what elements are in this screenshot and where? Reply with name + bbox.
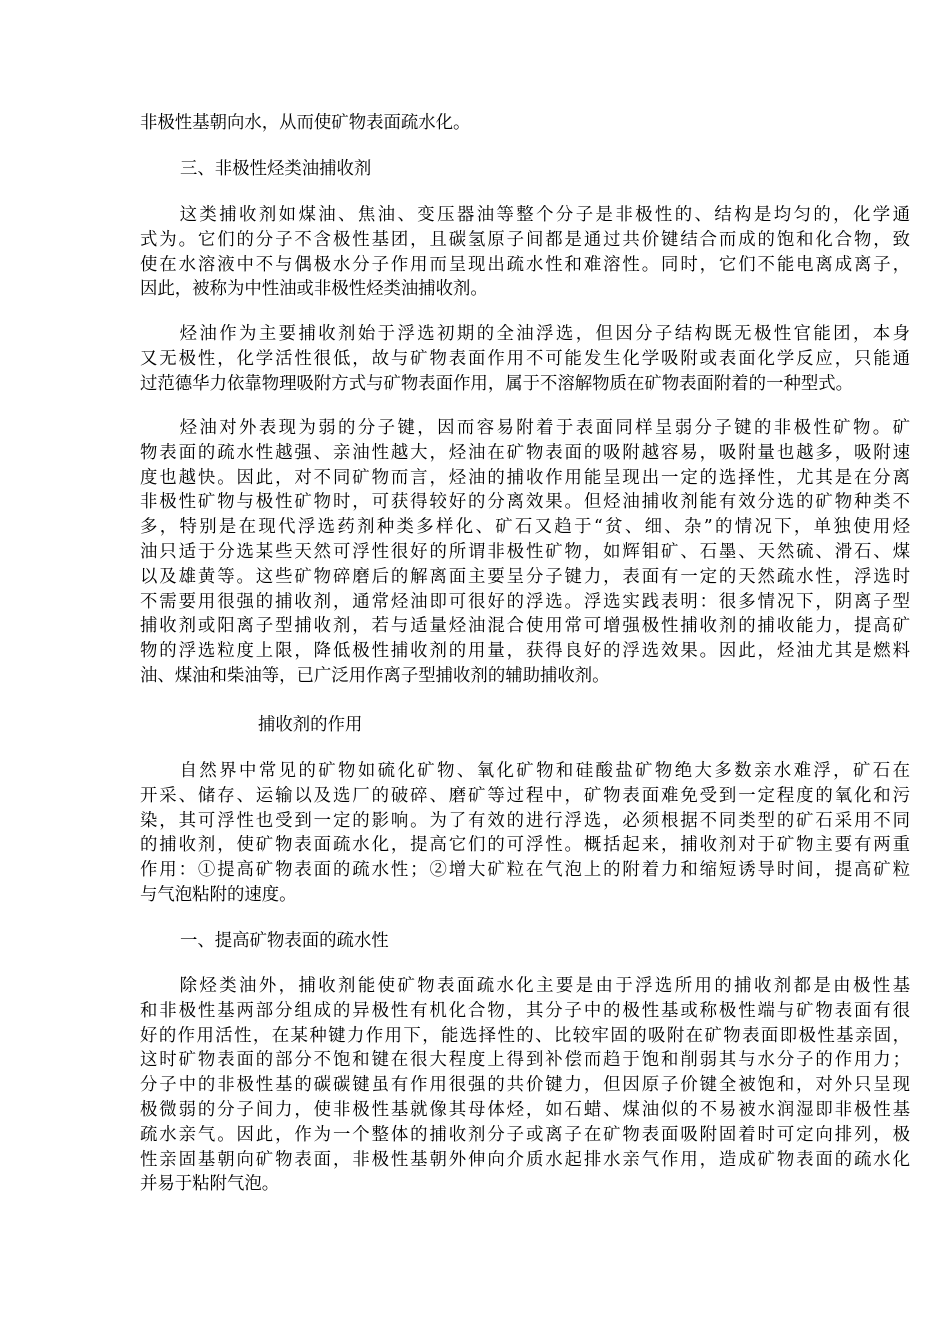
paragraph-line: 又无极性，化学活性很低，故与矿物表面作用不可能发生化学吸附或表面化学反应，只能通	[140, 348, 910, 369]
paragraph-line: 好的作用活性，在某种键力作用下，能选择性的、比较牢固的吸附在矿物表面即极性基亲固，	[140, 1025, 910, 1046]
paragraph-line: 这时矿物表面的部分不饱和键在很大程度上得到补偿而趋于饱和削弱其与水分子的作用力；	[140, 1050, 910, 1071]
paragraph-line: 作用：①提高矿物表面的疏水性；②增大矿粒在气泡上的附着力和缩短诱导时间，提高矿粒	[140, 860, 910, 881]
paragraph-line: 式为。它们的分子不含极性基团，且碳氢原子间都是通过共价键结合而成的饱和化合物，致	[140, 229, 910, 250]
paragraph-line: 度也越快。因此，对不同矿物而言，烃油的捕收作用能呈现出一定的选择性，尤其是在分离	[140, 467, 910, 488]
paragraph-line: 分子中的非极性基的碳碳键虽有作用很强的共价键力，但因原子价键全被饱和，对外只呈现	[140, 1075, 910, 1096]
paragraph-line: 过范德华力依靠物理吸附方式与矿物表面作用，属于不溶解物质在矿物表面附着的一种型式。	[140, 373, 854, 394]
paragraph-line: 物表面的疏水性越强、亲油性越大，烃油在矿物表面的吸附越容易，吸附量也越多，吸附速	[140, 442, 910, 463]
paragraph-line: 并易于粘附气泡。	[140, 1174, 280, 1195]
continuation-paragraph	[140, 111, 910, 136]
paragraph-line: 与气泡粘附的速度。	[140, 884, 297, 905]
paragraph-line: 烃油作为主要捕收剂始于浮选初期的全油浮选，但因分子结构既无极性官能团，本身	[140, 324, 910, 344]
paragraph-line: 多，特别是在现代浮选药剂种类多样化、矿石又趋于“贫、细、杂”的情况下，单独使用烃	[140, 517, 910, 538]
paragraph-line: 疏水亲气。因此，作为一个整体的捕收剂分子或离子在矿物表面吸附固着时可定向排列，极	[140, 1124, 910, 1145]
paragraph-1	[140, 203, 910, 302]
section-heading-role: 捕收剂的作用	[258, 715, 363, 735]
paragraph-line: 染，其可浮性也受到一定的影响。为了有效的进行浮选，必须根据不同类型的矿石采用不同	[140, 810, 910, 831]
paragraph-line: 和非极性基两部分组成的异极性有机化合物，其分子中的极性基或称极性端与矿物表面有很	[140, 1000, 910, 1021]
paragraph-line: 因此，被称为中性油或非极性烃类油捕收剂。	[140, 279, 488, 300]
paragraph-line: 非极性矿物与极性矿物时，可获得较好的分离效果。但烃油捕收剂能有效分选的矿物种类不	[140, 492, 910, 513]
paragraph-line: 油、煤油和柴油等，已广泛用作离子型捕收剂的辅助捕收剂。	[140, 665, 610, 686]
paragraph-line: 性亲固基朝向矿物表面，非极性基朝外伸向介质水起排水亲气作用，造成矿物表面的疏水化	[140, 1149, 910, 1170]
paragraph-line: 油只适于分选某些天然可浮性很好的所谓非极性矿物，如辉钼矿、石墨、天然硫、滑石、煤	[140, 541, 910, 562]
paragraph-2	[140, 322, 910, 396]
paragraph-4	[140, 759, 910, 908]
paragraph-line: 开采、储存、运输以及选厂的破碎、磨矿等过程中，矿物表面难免受到一定程度的氧化和污	[140, 785, 910, 806]
paragraph-5	[140, 974, 910, 1197]
paragraph-line: 捕收剂或阳离子型捕收剂，若与适量烃油混合使用常可增强极性捕收剂的捕收能力，提高矿	[140, 616, 910, 637]
paragraph-line: 的捕收剂，使矿物表面疏水化，提高它们的可浮性。概括起来，捕收剂对于矿物主要有两重	[140, 835, 910, 856]
paragraph-line: 使在水溶液中不与偶极水分子作用而呈现出疏水性和难溶性。同时，它们不能电离成离子，	[140, 254, 910, 275]
paragraph-line: 除烃类油外，捕收剂能使矿物表面疏水化主要是由于浮选所用的捕收剂都是由极性基	[140, 976, 910, 996]
paragraph-line: 极微弱的分子间力，使非极性基就像其母体烃，如石蜡、煤油似的不易被水润湿即非极性基	[140, 1099, 910, 1120]
paragraph-3	[140, 416, 910, 689]
paragraph-line: 不需要用很强的捕收剂，通常烃油即可很好的浮选。浮选实践表明：很多情况下，阴离子型	[140, 591, 910, 612]
paragraph-line: 物的浮选粒度上限，降低极性捕收剂的用量，获得良好的浮选效果。因此，烃油尤其是燃料	[140, 641, 910, 662]
paragraph-line: 自然界中常见的矿物如硫化矿物、氧化矿物和硅酸盐矿物绝大多数亲水难浮，矿石在	[140, 761, 910, 781]
paragraph-line: 非极性基朝向水，从而使矿物表面疏水化。	[140, 113, 471, 133]
paragraph-line: 这类捕收剂如煤油、焦油、变压器油等整个分子是非极性的、结构是均匀的，化学通	[140, 205, 910, 225]
section-heading-1: 一、提高矿物表面的疏水性	[180, 931, 389, 951]
section-heading-3: 三、非极性烃类油捕收剂	[180, 159, 372, 179]
paragraph-line: 以及雄黄等。这些矿物碎磨后的解离面主要呈分子键力，表面有一定的天然疏水性，浮选时	[140, 566, 910, 587]
paragraph-line: 烃油对外表现为弱的分子键，因而容易附着于表面同样呈弱分子键的非极性矿物。矿	[140, 418, 910, 438]
